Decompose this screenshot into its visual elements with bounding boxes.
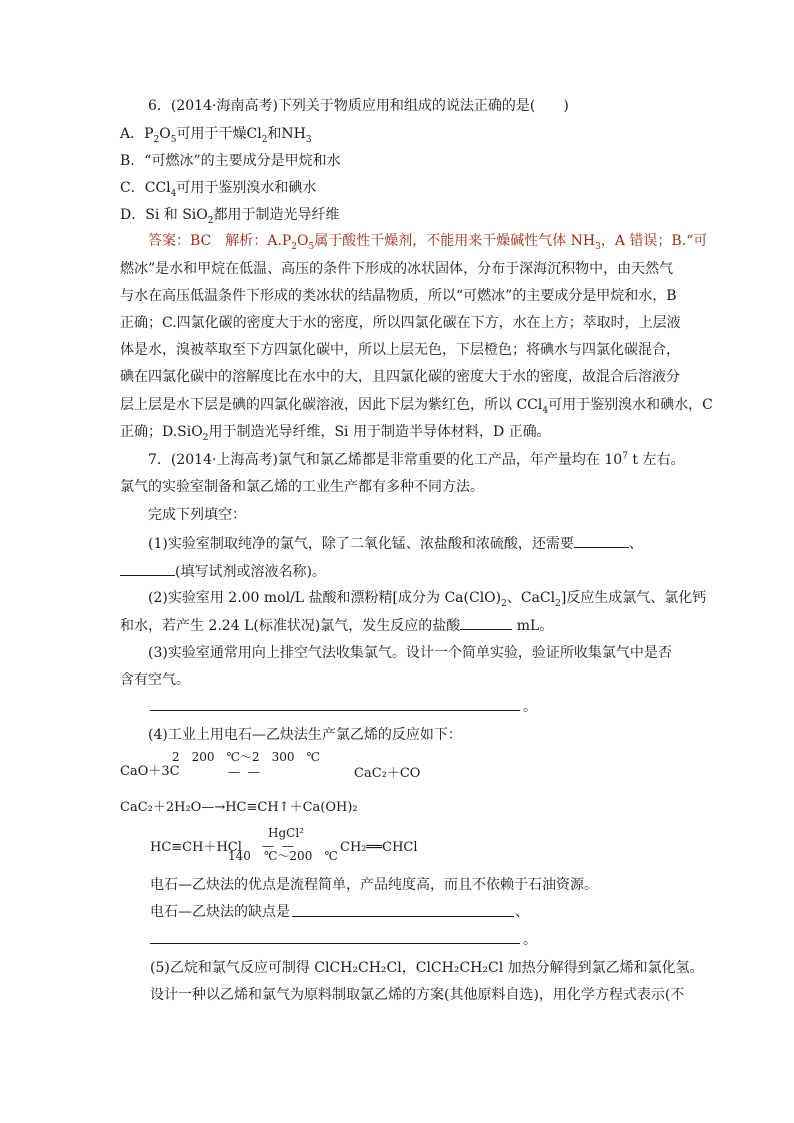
q7-part4-disadvantage: 电石—乙炔法的缺点是 xyxy=(150,904,290,920)
q7-part4-advantage: 电石—乙炔法的优点是流程简单，产品纯度高，而且不依赖于石油资源。 xyxy=(150,877,598,893)
answer-line[interactable] xyxy=(292,916,514,917)
reaction3-arrow: — — xyxy=(262,839,296,853)
q6-answer-line-2: 燃冰”是水和甲烷在低温、高压的条件下形成的冰状固体，分布于深海沉积物中，由天然气 xyxy=(120,261,674,277)
q7-part2-line-1: (2)实验室用 2.00 mol/L 盐酸和漂粉精[成分为 $Ca(ClO)_2$、CaCl$_2$]反应生成氯气、氯化钙 xyxy=(148,590,707,609)
q6-answer-line-5: 体是水，溴被萃取至下方四氯化碳中，所以上层无色，下层橙色；将碘水与四氯化碳混合， xyxy=(120,342,680,358)
q7-part5-line-1: (5)乙烷和氯气反应可制得 ClCH₂CH₂Cl，ClCH₂CH₂Cl 加热分解得到氯乙烯和氯化氢。 xyxy=(150,960,704,976)
reaction1-reactants: CaO＋3C xyxy=(120,764,180,779)
q7-part3-end: 。 xyxy=(523,699,537,715)
answer-blank[interactable] xyxy=(120,561,175,576)
reaction3-catalyst: HgCl² xyxy=(268,826,304,840)
q7-part4-sep: 、 xyxy=(515,904,529,920)
reaction1-condition: 2 200 ℃～2 300 ℃ xyxy=(172,750,320,764)
q6-answer-line-4: 正确；C.四氯化碳的密度大于水的密度，所以四氯化碳在下方，水在上方；萃取时，上层液 xyxy=(120,315,681,331)
reaction1-arrow: — — xyxy=(228,765,262,779)
q6-answer-line-1: 答案：BC 解析：$A.P_2O_5$属于酸性干燥剂，不能用来干燥碱性气体 $NH_3$，A 错误；B.“可 xyxy=(148,233,708,252)
q6-option-b: B．“可燃冰”的主要成分是甲烷和水 xyxy=(120,153,341,169)
q7-instruction: 完成下列填空： xyxy=(148,507,246,523)
q6-option-a: A．$P_2O_5$可用于干燥$Cl_2$和$NH_3$ xyxy=(120,126,312,145)
q6-stem: 6．(2014·海南高考)下列关于物质应用和组成的说法正确的是( ) xyxy=(148,98,569,114)
q7-stem-line-2: 氯气的实验室制备和氯乙烯的工业生产都有多种不同方法。 xyxy=(120,479,484,495)
reaction3-products: CH₂══CHCl xyxy=(340,840,418,855)
q6-option-c: C．CCl$_4$可用于鉴别溴水和碘水 xyxy=(120,180,317,199)
q7-part3-line-1: (3)实验室通常用向上排空气法收集氯气。设计一个简单实验，验证所收集氯气中是否 xyxy=(148,645,672,661)
q7-part5-line-2: 设计一种以乙烯和氯气为原料制取氯乙烯的方案(其他原料自选)，用化学方程式表示(不 xyxy=(150,987,685,1003)
reaction3-reactants: HC≡CH＋HCl xyxy=(150,840,242,855)
q6-answer-line-3: 与水在高压低温条件下形成的类冰状的结晶物质，所以“可燃冰”的主要成分是甲烷和水，B xyxy=(120,288,677,304)
q7-stem-line-1: 7．(2014·上海高考)氯气和氯乙烯都是非常重要的化工产品，年产量均在 $10^7$ t 左右。 xyxy=(148,451,685,468)
q7-part3-line-2: 含有空气。 xyxy=(120,672,190,688)
q7-part4-intro: (4)工业上用电石—乙炔法生产氯乙烯的反应如下： xyxy=(148,727,462,743)
answer-line[interactable] xyxy=(150,710,520,711)
reaction3-temp-low: 140 xyxy=(228,849,251,863)
q6-answer-line-8: 正确；D.SiO$_2$用于制造光导纤维，Si 用于制造半导体材料，D 正确。 xyxy=(120,424,551,443)
q7-part4-end: 。 xyxy=(523,932,537,948)
q7-part1-line-2: (填写试剂或溶液名称)。 xyxy=(120,561,326,582)
q7-part2-line-2: 和水，若产生 2.24 L(标准状况)氯气，发生反应的盐酸 mL。 xyxy=(120,615,553,636)
reaction1-products: CaC₂＋CO xyxy=(354,766,421,781)
q7-part1-line-1: (1)实验室制取纯净的氯气，除了二氧化锰、浓盐酸和浓硫酸，还需要 、 xyxy=(148,533,643,554)
q6-option-d: D．Si 和 SiO$_2$都用于制造光导纤维 xyxy=(120,207,340,226)
reaction3-temp-high: ℃～200 ℃ xyxy=(264,849,338,863)
q6-answer-line-6: 碘在四氯化碳中的溶解度比在水中的大，且四氯化碳的密度大于水的密度，故混合后溶液分 xyxy=(120,369,680,385)
q6-answer-line-7: 层上层是水下层是碘的四氯化碳溶液，因此下层为紫红色，所以 CCl$_4$可用于鉴别溴水和碘水，C xyxy=(120,397,713,416)
answer-line[interactable] xyxy=(150,943,520,944)
answer-blank[interactable] xyxy=(574,533,629,548)
answer-blank[interactable] xyxy=(460,615,512,630)
reaction2-equation: CaC₂＋2H₂O—→HC≡CH↑＋Ca(OH)₂ xyxy=(120,800,358,815)
